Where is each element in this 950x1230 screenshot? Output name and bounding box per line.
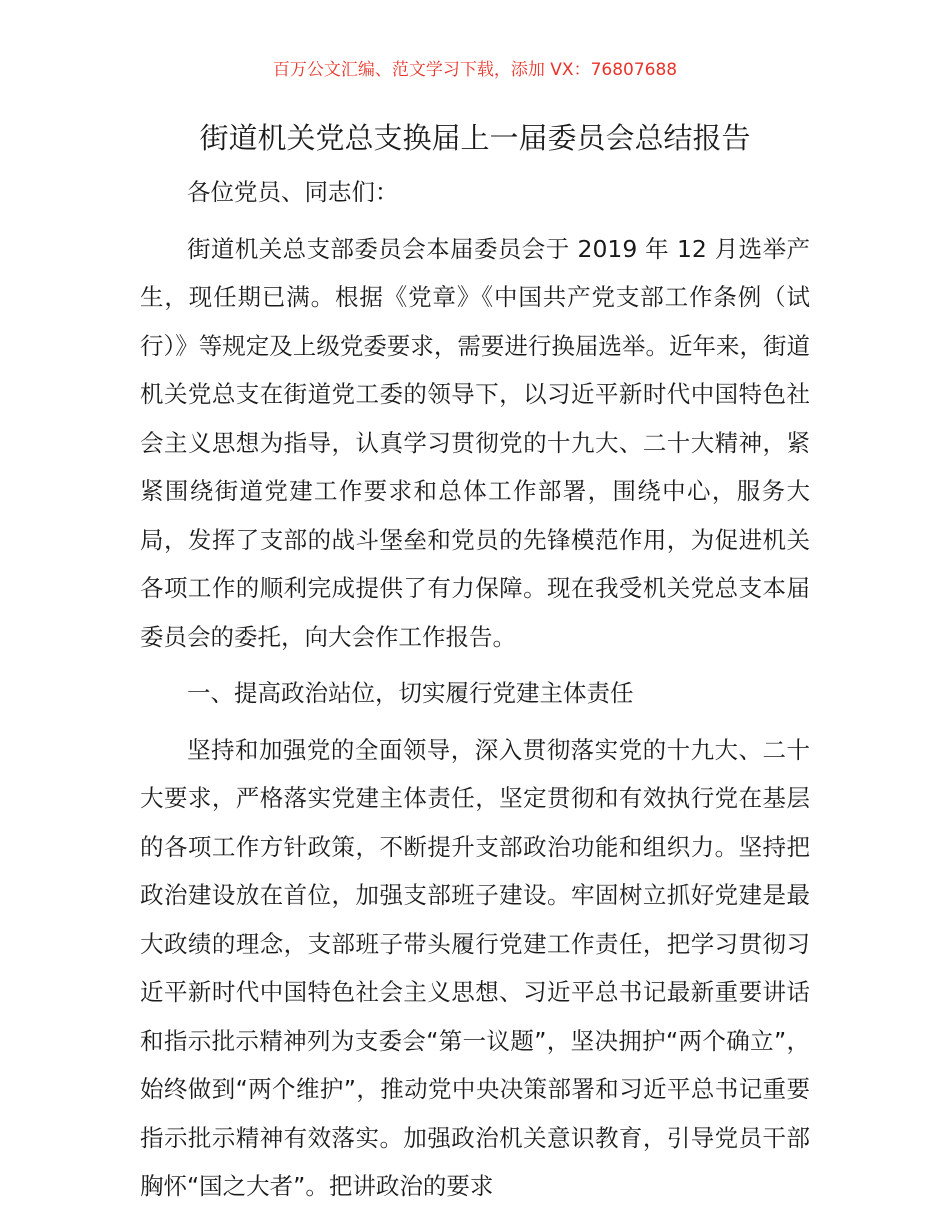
document-body bbox=[140, 168, 810, 1211]
section-heading-1: 一、提高政治站位，切实履行党建主体责任 bbox=[187, 679, 634, 707]
paragraph-section-1: 坚持和加强党的全面领导，深入贯彻落实党的十九大、二十大要求，严格落实党建主体责任，坚定贯彻和有效执行党在基层的各项工作方针政策，不断提升支部政治功能和组织力。坚持把政治建设放在首位，加强支部班子建设。牢固树立抓好党建是最大政绩的理念，支部班子带头履行党建工作责任，把学习贯彻习近平新时代中国特色社会主义思想、习近平总书记最新重要讲话和指示批示精神列为支委会“第一议题”，坚决拥护“两个确立”，始终做到“两个维护”，推动党中央决策部署和习近平总书记重要指示批示精神有效落实。加强政治机关意识教育，引导党员干部胸怀“国之大者”。把讲政治的要求 bbox=[140, 735, 810, 1200]
greeting: 各位党员、同志们： bbox=[187, 178, 399, 206]
header-watermark-note: 百万公文汇编、范文学习下载，添加 VX：76807688 bbox=[272, 60, 678, 80]
document-title: 街道机关党总支换届上一届委员会总结报告 bbox=[199, 121, 751, 155]
paragraph-intro: 街道机关总支部委员会本届委员会于 2019 年 12 月选举产生，现任期已满。根据《党章》《中国共产党支部工作条例（试行）》等规定及上级党委要求，需要进行换届选举。近年来，街道机关党总支在街道党工委的领导下，以习近平新时代中国特色社会主义思想为指导，认真学习贯彻党的十九大、二十大精神，紧紧围绕街道党建工作要求和总体工作部署，围绕中心，服务大局，发挥了支部的战斗堡垒和党员的先锋模范作用，为促进机关各项工作的顺利完成提供了有力保障。现在我受机关党总支本届委员会的委托，向大会作工作报告。 bbox=[140, 234, 810, 651]
